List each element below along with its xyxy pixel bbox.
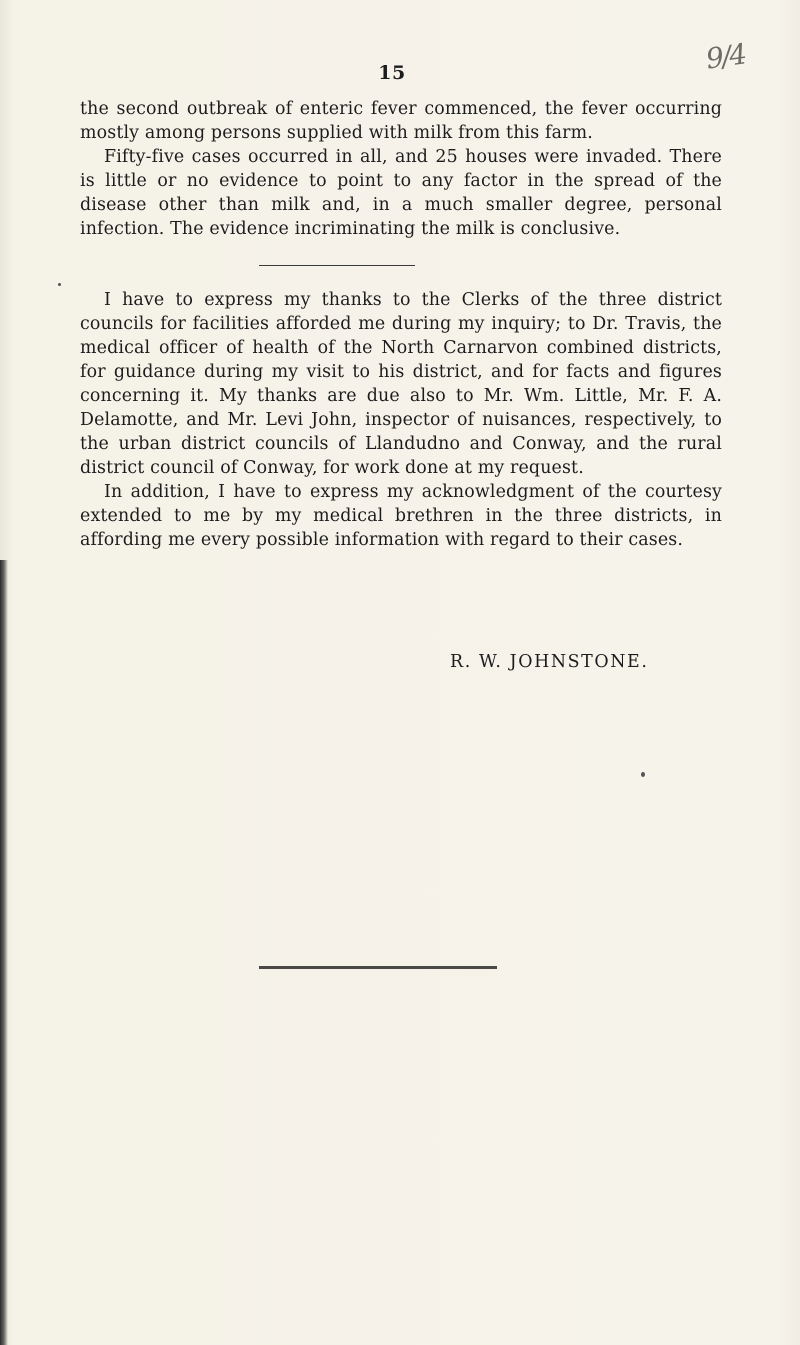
paragraph-cases: Fifty-five cases occurred in all, and 25 houses were invaded. There is little or no evidence to point to any factor in the spread of the disease other than milk and, in a much smaller degree, personal infection. The evidence incriminating the milk is conclusive.: [80, 147, 722, 239]
paragraph-outbreak: the second outbreak of enteric fever commenced, the fever occurring mostly among persons supplied with milk from this farm.: [80, 99, 722, 143]
ink-speck: [641, 772, 645, 777]
paragraph-thanks: I have to express my thanks to the Clerks of the three district councils for facilities afforded me during my inquiry; to Dr. Travis, the medical officer of health of the North Carnarvon combined districts, for guidance during my visit to his district, and for facts and figures concerning it. My thanks are due also to Mr. Wm. Little, Mr. F. A. Delamotte, and Mr. Levi John, inspector of nuisances, respectively, to the urban district councils of Llandudno and Conway, and the rural district council of Conway, for work done at my request.: [80, 290, 722, 478]
text-block-bottom: [80, 288, 722, 552]
handwritten-annotation: 9/4: [703, 37, 748, 76]
section-divider: [259, 265, 415, 266]
ink-speck: [58, 283, 61, 286]
bottom-rule: [259, 966, 497, 969]
paragraph-acknowledgment: In addition, I have to express my acknowledgment of the courtesy extended to me by my medical brethren in the three districts, in affording me every possible information with regard to their cases.: [80, 482, 722, 550]
page-binding-shadow: [0, 560, 8, 1345]
page-number: 15: [378, 62, 406, 84]
text-block-top: [80, 97, 722, 241]
signature: R. W. JOHNSTONE.: [450, 652, 649, 672]
